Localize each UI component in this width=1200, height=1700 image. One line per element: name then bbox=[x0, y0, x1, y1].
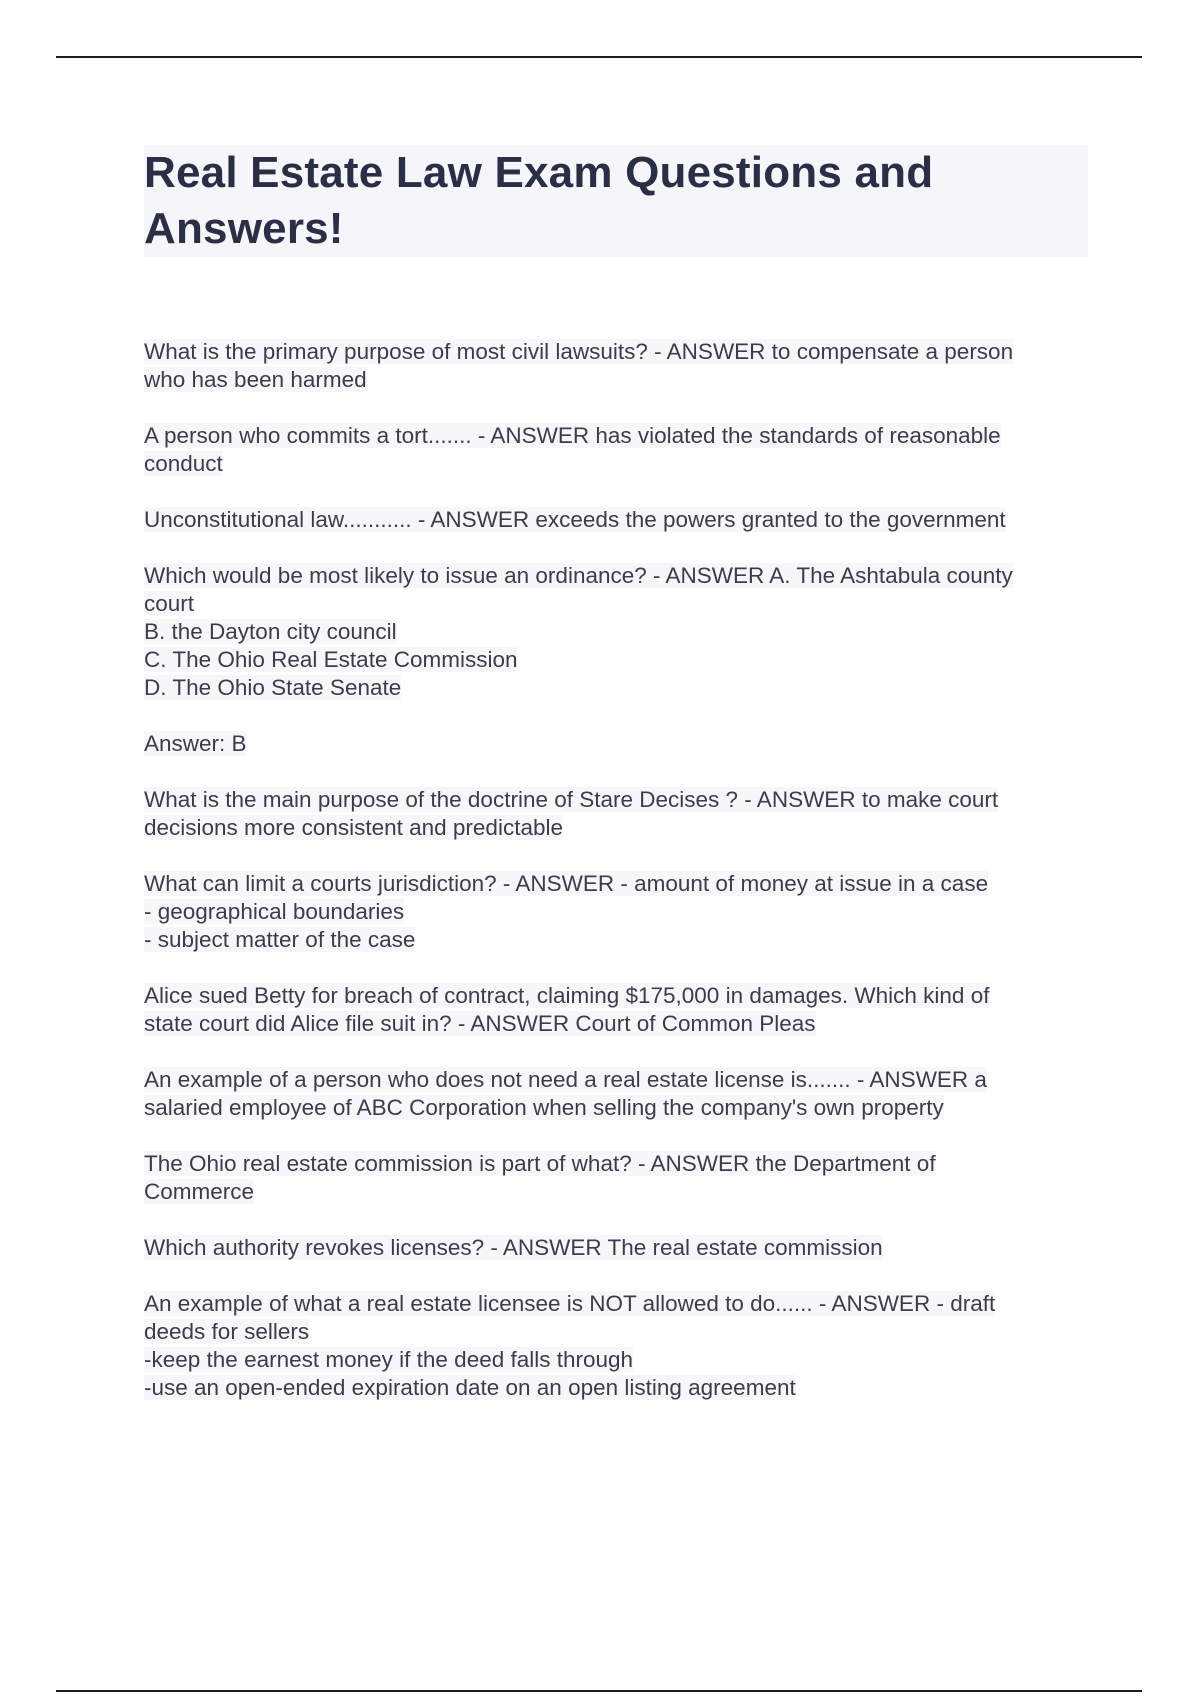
qa-line bbox=[144, 982, 1094, 1010]
qa-item bbox=[144, 1066, 1094, 1122]
qa-line bbox=[144, 814, 1094, 842]
qa-line-text: who has been harmed bbox=[144, 367, 367, 392]
qa-line bbox=[144, 926, 1094, 954]
qa-item bbox=[144, 982, 1094, 1038]
qa-item bbox=[144, 338, 1094, 394]
qa-line-text: Which authority revokes licenses? - ANSWER The real estate commission bbox=[144, 1235, 883, 1260]
qa-line bbox=[144, 646, 1094, 674]
qa-line-text: state court did Alice file suit in? - ANSWER Court of Common Pleas bbox=[144, 1011, 816, 1036]
qa-item bbox=[144, 506, 1094, 534]
qa-line bbox=[144, 1010, 1094, 1038]
qa-line bbox=[144, 786, 1094, 814]
qa-line-text: An example of what a real estate licensee is NOT allowed to do...... - ANSWER - draft bbox=[144, 1291, 996, 1316]
footer-rule bbox=[56, 1690, 1142, 1692]
qa-line-text: Answer: B bbox=[144, 731, 247, 756]
qa-line bbox=[144, 366, 1094, 394]
qa-line-text: deeds for sellers bbox=[144, 1319, 310, 1344]
qa-item bbox=[144, 1290, 1094, 1402]
qa-line-text: Unconstitutional law........... - ANSWER exceeds the powers granted to the government bbox=[144, 507, 1006, 532]
qa-line bbox=[144, 674, 1094, 702]
qa-line bbox=[144, 1178, 1094, 1206]
title-block bbox=[144, 145, 1088, 257]
qa-line-text: -keep the earnest money if the deed falls through bbox=[144, 1347, 634, 1372]
qa-item bbox=[144, 1234, 1094, 1262]
qa-line bbox=[144, 898, 1094, 926]
qa-line bbox=[144, 730, 1094, 758]
qa-item bbox=[144, 870, 1094, 954]
qa-line bbox=[144, 1290, 1094, 1318]
qa-line bbox=[144, 1318, 1094, 1346]
qa-line-text: An example of a person who does not need a real estate license is....... - ANSWER a bbox=[144, 1067, 987, 1092]
qa-line-text: B. the Dayton city council bbox=[144, 619, 397, 644]
qa-line-text: The Ohio real estate commission is part of what? - ANSWER the Department of bbox=[144, 1151, 936, 1176]
qa-line bbox=[144, 506, 1094, 534]
qa-line bbox=[144, 870, 1094, 898]
qa-list bbox=[144, 338, 1094, 1430]
qa-line bbox=[144, 590, 1094, 618]
qa-line-text: A person who commits a tort....... - ANSWER has violated the standards of reasonable bbox=[144, 423, 1001, 448]
qa-line bbox=[144, 562, 1094, 590]
qa-line bbox=[144, 422, 1094, 450]
qa-line bbox=[144, 618, 1094, 646]
qa-line-text: salaried employee of ABC Corporation when selling the company's own property bbox=[144, 1095, 944, 1120]
page-title: Real Estate Law Exam Questions and Answers! bbox=[144, 148, 934, 253]
qa-line-text: court bbox=[144, 591, 195, 616]
qa-line-text: C. The Ohio Real Estate Commission bbox=[144, 647, 518, 672]
qa-line-text: Commerce bbox=[144, 1179, 255, 1204]
qa-item bbox=[144, 422, 1094, 478]
qa-line-text: - geographical boundaries bbox=[144, 899, 405, 924]
qa-item bbox=[144, 562, 1094, 702]
qa-line-text: Alice sued Betty for breach of contract, claiming $175,000 in damages. Which kind of bbox=[144, 983, 990, 1008]
qa-line bbox=[144, 338, 1094, 366]
header-rule bbox=[56, 56, 1142, 58]
qa-line-text: What is the primary purpose of most civil lawsuits? - ANSWER to compensate a person bbox=[144, 339, 1014, 364]
qa-line-text: What can limit a courts jurisdiction? - ANSWER - amount of money at issue in a case bbox=[144, 871, 989, 896]
qa-item bbox=[144, 1150, 1094, 1206]
qa-line bbox=[144, 1150, 1094, 1178]
qa-line-text: -use an open-ended expiration date on an open listing agreement bbox=[144, 1375, 796, 1400]
qa-line-text: conduct bbox=[144, 451, 223, 476]
qa-line bbox=[144, 1094, 1094, 1122]
qa-line-text: What is the main purpose of the doctrine of Stare Decises ? - ANSWER to make court bbox=[144, 787, 999, 812]
qa-line bbox=[144, 450, 1094, 478]
qa-line-text: - subject matter of the case bbox=[144, 927, 416, 952]
qa-line bbox=[144, 1374, 1094, 1402]
qa-item bbox=[144, 786, 1094, 842]
qa-item bbox=[144, 730, 1094, 758]
qa-line bbox=[144, 1346, 1094, 1374]
qa-line bbox=[144, 1234, 1094, 1262]
qa-line-text: decisions more consistent and predictable bbox=[144, 815, 563, 840]
qa-line-text: D. The Ohio State Senate bbox=[144, 675, 402, 700]
qa-line-text: Which would be most likely to issue an ordinance? - ANSWER A. The Ashtabula county bbox=[144, 563, 1013, 588]
qa-line bbox=[144, 1066, 1094, 1094]
